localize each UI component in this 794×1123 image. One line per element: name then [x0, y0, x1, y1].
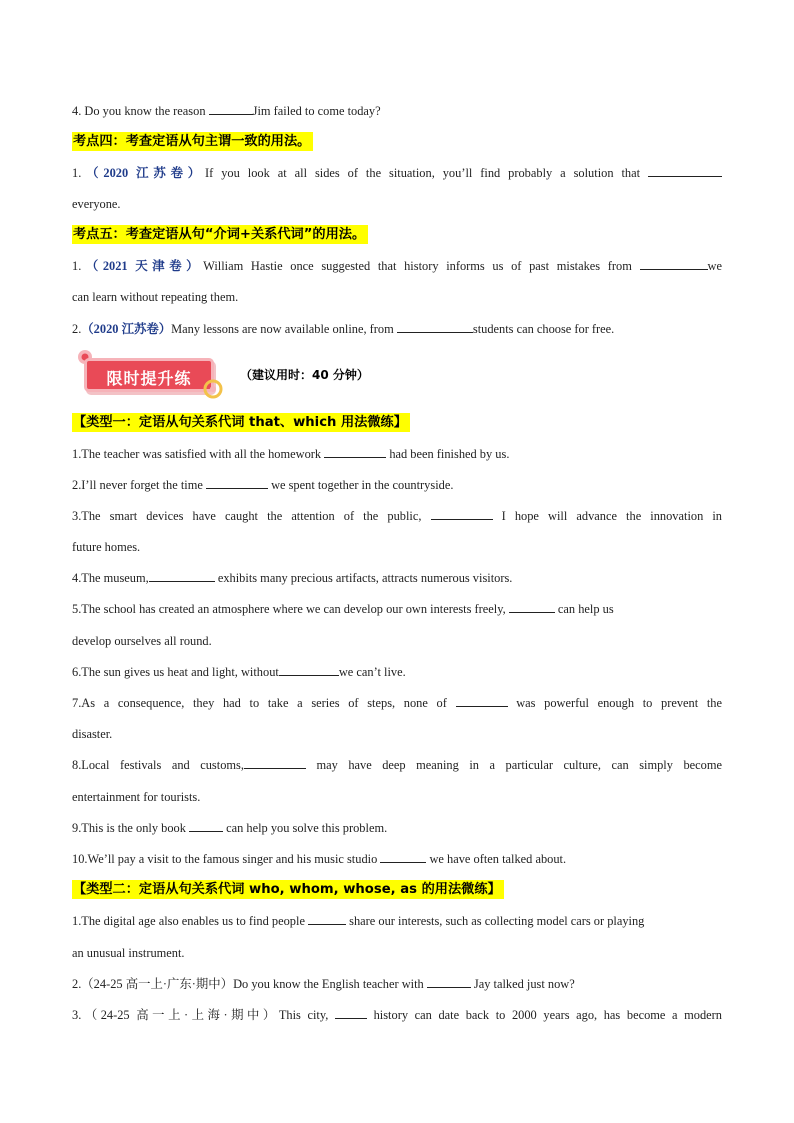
- answer-blank[interactable]: [427, 976, 471, 988]
- question-line: 2.（2020 江苏卷）Many lessons are now available online, from students can choose for free.: [72, 322, 615, 336]
- question-line: 1.（2020 江苏卷）If you look at all sides of the situation, you’ll find probably a solution that: [72, 165, 722, 181]
- question-line: can learn without repeating them.: [72, 290, 239, 304]
- source-tag: （2020 江苏卷）: [81, 322, 172, 336]
- answer-blank[interactable]: [206, 477, 268, 489]
- ring-icon: [202, 378, 224, 400]
- question-line: develop ourselves all round.: [72, 634, 212, 648]
- answer-blank[interactable]: [189, 820, 223, 832]
- question-line: everyone.: [72, 197, 121, 211]
- answer-blank[interactable]: [324, 446, 386, 458]
- answer-blank[interactable]: [509, 601, 555, 613]
- section-heading-point5: 考点五：考查定语从句“介词+关系代词”的用法。: [72, 225, 368, 244]
- section-heading-point4: 考点四：考查定语从句主谓一致的用法。: [72, 132, 313, 151]
- question-line: 3.（24-25 高一上·上海·期中）This city, history can date back to 2000 years ago, has become a modern: [72, 1008, 722, 1022]
- question-line: 4.The museum, exhibits many precious artifacts, attracts numerous visitors.: [72, 571, 513, 585]
- question-line: 1.（2021 天津卷）William Hastie once suggested that history informs us of past mistakes from we: [72, 259, 722, 273]
- answer-blank[interactable]: [397, 321, 473, 333]
- question-line: disaster.: [72, 727, 113, 741]
- practice-banner: [74, 348, 234, 404]
- section-heading-type1: 【类型一：定语从句关系代词 that、which 用法微练】: [72, 413, 410, 432]
- question-line: 1.The digital age also enables us to find people share our interests, such as collecting model cars or playing: [72, 914, 645, 928]
- answer-blank[interactable]: [308, 913, 346, 925]
- source-tag: 3.（24-25 高一上·上海·期中）: [72, 1008, 279, 1022]
- answer-blank[interactable]: [380, 851, 426, 863]
- question-line: future homes.: [72, 540, 141, 554]
- question-line: 2.I’ll never forget the time we spent together in the countryside.: [72, 478, 454, 492]
- answer-blank[interactable]: [335, 1007, 367, 1019]
- answer-blank[interactable]: [149, 570, 215, 582]
- answer-blank[interactable]: [640, 258, 708, 270]
- answer-blank[interactable]: [209, 103, 253, 115]
- question-line: 6.The sun gives us heat and light, without we can’t live.: [72, 665, 406, 679]
- question-line: an unusual instrument.: [72, 946, 185, 960]
- question-line: 2.（24-25 高一上·广东·期中）Do you know the English teacher with Jay talked just now?: [72, 977, 575, 991]
- banner-label: 限时提升练: [106, 369, 192, 388]
- question-line: entertainment for tourists.: [72, 790, 201, 804]
- answer-blank[interactable]: [431, 508, 493, 520]
- source-tag: 2.（24-25 高一上·广东·期中）: [72, 977, 234, 991]
- question-line: 5.The school has created an atmosphere where we can develop our own interests freely, can help us: [72, 602, 614, 616]
- question-line: 8.Local festivals and customs, may have deep meaning in a particular culture, can simply become: [72, 758, 722, 772]
- question-line: 9.This is the only book can help you solve this problem.: [72, 821, 388, 835]
- answer-blank[interactable]: [279, 664, 339, 676]
- time-suggestion: （建议用时：40 分钟）: [240, 368, 369, 382]
- answer-blank[interactable]: [244, 757, 306, 769]
- question-line: 1.The teacher was satisfied with all the homework had been finished by us.: [72, 447, 510, 461]
- question-line: 7.As a consequence, they had to take a series of steps, none of was powerful enough to prevent the: [72, 696, 722, 710]
- answer-blank[interactable]: [456, 695, 508, 707]
- source-tag: （2020 江苏卷）: [81, 166, 206, 180]
- question-line: 10.We’ll pay a visit to the famous singer and his music studio we have often talked about.: [72, 852, 567, 866]
- source-tag: （2021 天津卷）: [81, 259, 204, 273]
- question-line: 3.The smart devices have caught the attention of the public, I hope will advance the innovation in: [72, 509, 722, 523]
- section-heading-type2: 【类型二：定语从句关系代词 who, whom, whose, as 的用法微练】: [72, 880, 504, 899]
- question-line: 4. Do you know the reason Jim failed to come today?: [72, 104, 381, 118]
- answer-blank[interactable]: [648, 165, 722, 177]
